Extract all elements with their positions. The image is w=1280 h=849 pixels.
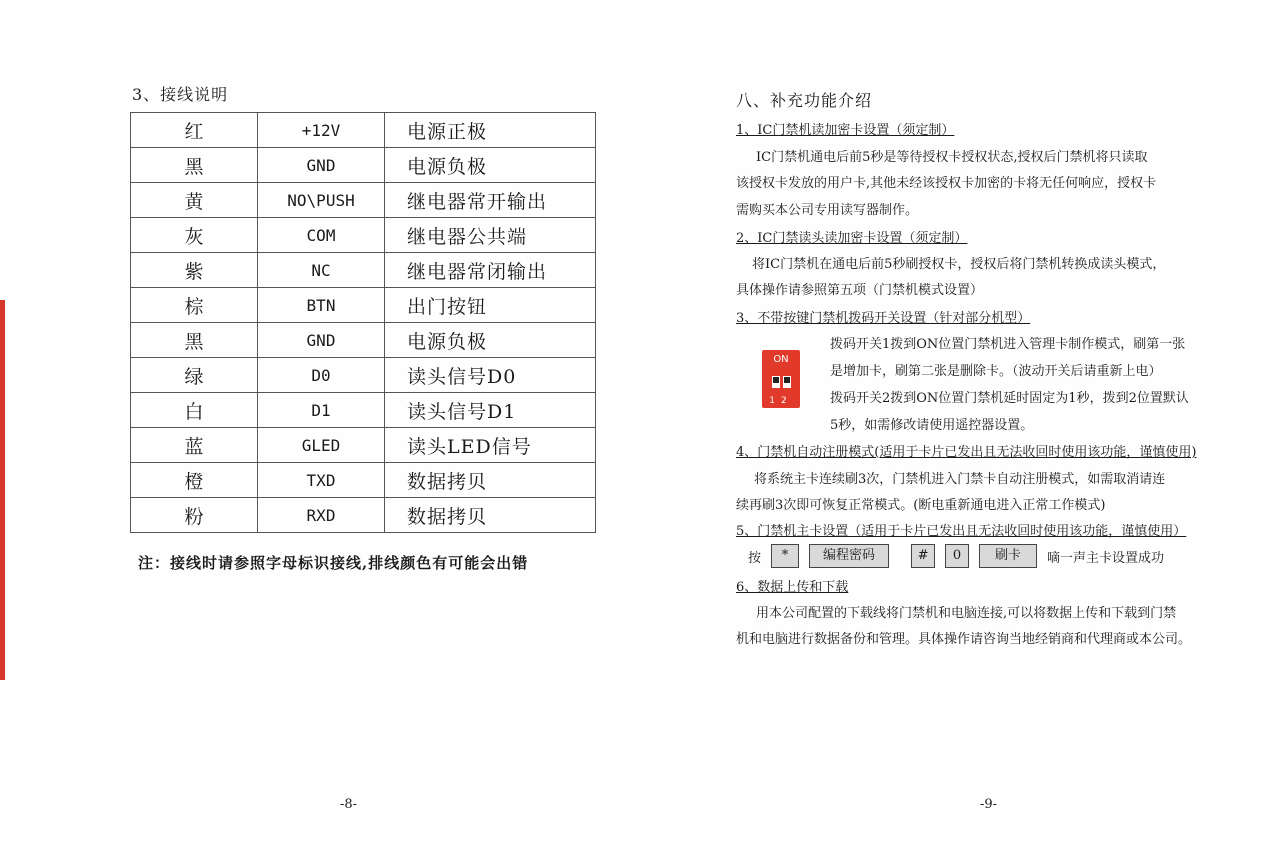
wire-desc-cell: 读头信号D0 (385, 358, 596, 393)
wiring-note: 注：接线时请参照字母标识接线,排线颜色有可能会出错 (138, 554, 529, 572)
wiring-row (131, 183, 596, 218)
section-6-heading: 6、数据上传和下载 (736, 580, 849, 595)
dip-switch-image (762, 350, 800, 408)
section-2-heading: 2、IC门禁读头读加密卡设置（须定制） (736, 231, 968, 246)
key-sequence-suffix: 嘀一声主卡设置成功 (1047, 550, 1165, 566)
section-3-line: 5秒，如需修改请使用遥控器设置。 (830, 418, 1034, 433)
wire-signal-cell: D1 (258, 393, 385, 428)
section-4-heading: 4、门禁机自动注册模式(适用于卡片已发出且无法收回时使用该功能，谨慎使用) (736, 445, 1197, 460)
supplement-title: 八、补充功能介绍 (736, 91, 873, 110)
wire-desc-cell: 出门按钮 (385, 288, 596, 323)
zero-key: 0 (945, 544, 969, 568)
dip-numbers: 12 (769, 396, 793, 406)
wire-color-cell: 黑 (131, 148, 258, 183)
wire-color-cell: 黑 (131, 323, 258, 358)
section-3-heading: 3、不带按键门禁机拨码开关设置（针对部分机型） (736, 311, 1031, 326)
wire-signal-cell: RXD (258, 498, 385, 533)
section-5-heading: 5、门禁机主卡设置（适用于卡片已发出且无法收回时使用该功能，谨慎使用） (736, 524, 1187, 539)
section-2-line: 具体操作请参照第五项（门禁机模式设置） (736, 283, 984, 298)
wire-desc-cell: 读头LED信号 (385, 428, 596, 463)
section-1-line: IC门禁机通电后前5秒是等待授权卡授权状态,授权后门禁机将只读取 (756, 150, 1148, 165)
wire-signal-cell: GND (258, 323, 385, 358)
wire-signal-cell: +12V (258, 113, 385, 148)
wire-signal-cell: COM (258, 218, 385, 253)
wire-color-cell: 绿 (131, 358, 258, 393)
wiring-row (131, 253, 596, 288)
wire-desc-cell: 数据拷贝 (385, 463, 596, 498)
section-6-line: 机和电脑进行数据备份和管理。具体操作请咨询当地经销商和代理商或本公司。 (736, 632, 1192, 647)
wire-signal-cell: NO\PUSH (258, 183, 385, 218)
wiring-row (131, 218, 596, 253)
wire-color-cell: 粉 (131, 498, 258, 533)
swipe-card-key: 刷卡 (979, 544, 1037, 568)
wire-signal-cell: BTN (258, 288, 385, 323)
wire-color-cell: 白 (131, 393, 258, 428)
wire-desc-cell: 电源正极 (385, 113, 596, 148)
wire-signal-cell: GND (258, 148, 385, 183)
section-1-heading: 1、IC门禁机读加密卡设置（须定制） (736, 123, 955, 138)
dip-switch-1 (772, 376, 780, 388)
wiring-row (131, 393, 596, 428)
wire-desc-cell: 电源负极 (385, 323, 596, 358)
wiring-table (130, 112, 596, 533)
wire-color-cell: 灰 (131, 218, 258, 253)
wire-signal-cell: TXD (258, 463, 385, 498)
wiring-row (131, 358, 596, 393)
dip-on-label: ON (773, 354, 789, 365)
wire-desc-cell: 继电器公共端 (385, 218, 596, 253)
wire-signal-cell: GLED (258, 428, 385, 463)
wire-color-cell: 紫 (131, 253, 258, 288)
section-3-line: 拨码开关1拨到ON位置门禁机进入管理卡制作模式，刷第一张 (830, 337, 1186, 352)
section-4-line: 续再刷3次即可恢复正常模式。(断电重新通电进入正常工作模式) (736, 498, 1106, 513)
wiring-row (131, 113, 596, 148)
wire-color-cell: 红 (131, 113, 258, 148)
section-6-line: 用本公司配置的下载线将门禁机和电脑连接,可以将数据上传和下载到门禁 (756, 606, 1177, 621)
section-3-line: 是增加卡，刷第二张是删除卡。（波动开关后请重新上电） (830, 364, 1162, 379)
wiring-row (131, 323, 596, 358)
wiring-row (131, 148, 596, 183)
hash-key: # (911, 544, 935, 568)
wire-signal-cell: D0 (258, 358, 385, 393)
wire-color-cell: 棕 (131, 288, 258, 323)
section-4-line: 将系统主卡连续刷3次，门禁机进入门禁卡自动注册模式，如需取消请连 (754, 472, 1166, 487)
program-password-key: 编程密码 (809, 544, 889, 568)
page-edge-tab (0, 300, 5, 680)
wire-desc-cell: 读头信号D1 (385, 393, 596, 428)
key-sequence-prefix: 按 (748, 550, 762, 566)
wire-desc-cell: 电源负极 (385, 148, 596, 183)
page-number-left: -8- (340, 797, 358, 812)
wiring-row (131, 288, 596, 323)
star-key: * (771, 544, 799, 568)
section-1-line: 该授权卡发放的用户卡,其他未经该授权卡加密的卡将无任何响应，授权卡 (736, 176, 1157, 191)
page-number-right: -9- (980, 797, 998, 812)
wire-color-cell: 蓝 (131, 428, 258, 463)
master-card-key-sequence (736, 542, 1164, 570)
wire-desc-cell: 继电器常开输出 (385, 183, 596, 218)
wire-color-cell: 黄 (131, 183, 258, 218)
wire-desc-cell: 数据拷贝 (385, 498, 596, 533)
wiring-row (131, 428, 596, 463)
wire-desc-cell: 继电器常闭输出 (385, 253, 596, 288)
wire-color-cell: 橙 (131, 463, 258, 498)
wiring-row (131, 498, 596, 533)
section-3-line: 拨码开关2拨到ON位置门禁机延时固定为1秒，拨到2位置默认 (830, 391, 1189, 406)
section-2-line: 将IC门禁机在通电后前5秒刷授权卡，授权后将门禁机转换成读头模式， (752, 257, 1166, 272)
section-1-line: 需购买本公司专用读写器制作。 (736, 203, 919, 218)
wire-signal-cell: NC (258, 253, 385, 288)
right-page (640, 0, 1280, 849)
dip-switch-2 (783, 376, 791, 388)
wiring-row (131, 463, 596, 498)
wiring-section-title: 3、接线说明 (132, 85, 229, 104)
